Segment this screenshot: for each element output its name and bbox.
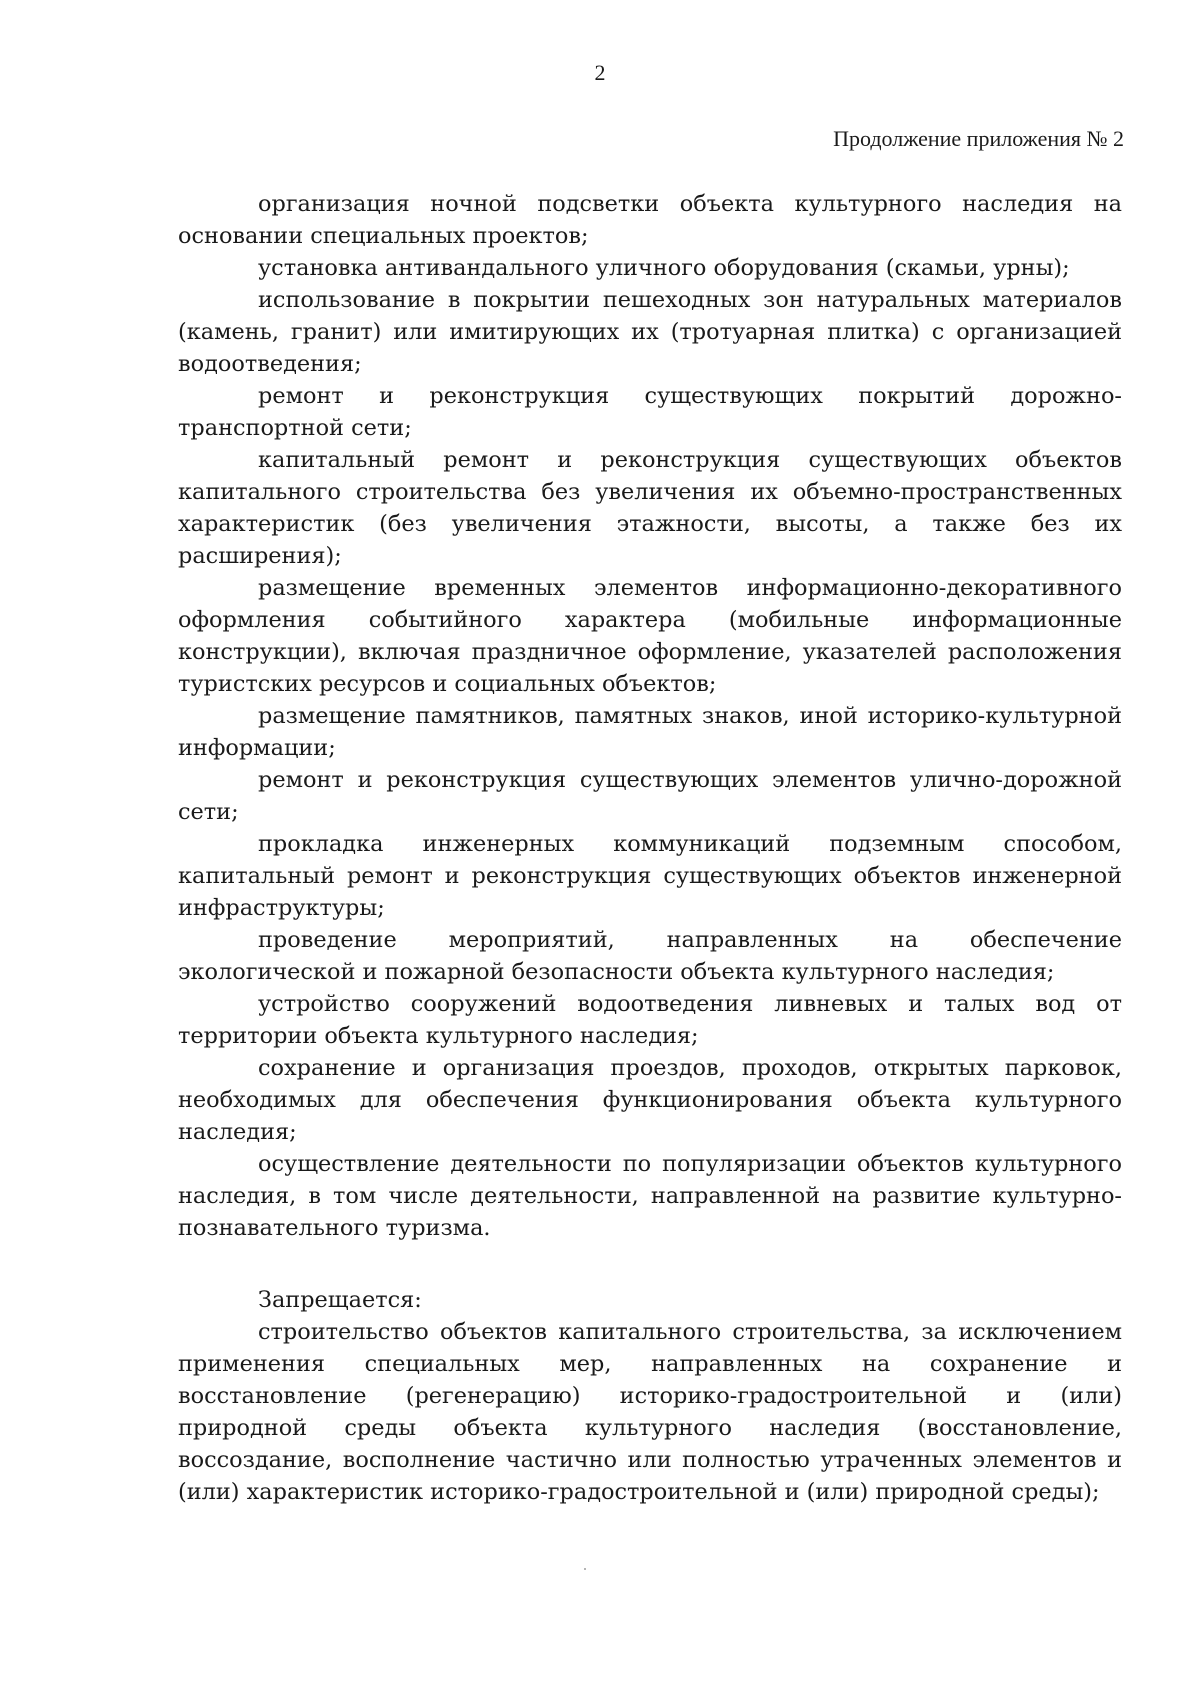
- section-gap: [178, 1244, 1122, 1284]
- continuation-label: Продолжение приложения № 2: [833, 126, 1124, 151]
- paragraph: использование в покрытии пешеходных зон натуральных материалов (камень, гранит) или имитирующих их (тротуарная плитка) с организацией водоотведения;: [178, 287, 1122, 377]
- paragraph: капитальный ремонт и реконструкция существующих объектов капитального строительства без увеличения их объемно-пространственных характеристик (без увеличения этажности, высоты, а также без их расширения);: [178, 447, 1122, 569]
- paragraph: проведение мероприятий, направленных на обеспечение экологической и пожарной безопасности объекта культурного наследия;: [178, 927, 1122, 985]
- paragraph: устройство сооружений водоотведения ливневых и талых вод от территории объекта культурного наследия;: [178, 991, 1122, 1049]
- prohibited-heading: Запрещается:: [258, 1287, 422, 1313]
- paragraph: организация ночной подсветки объекта культурного наследия на основании специальных проектов;: [178, 191, 1122, 249]
- page-number: 2: [594, 60, 606, 85]
- paragraph: ремонт и реконструкция существующих элементов улично-дорожной сети;: [178, 767, 1122, 825]
- prohibited-paragraph: строительство объектов капитального строительства, за исключением применения специальных мер, направленных на сохранение и восстановление (регенерацию) историко-градостроительной и (или) природной среды объекта культурного наследия (восстановление, воссоздание, восполнение частично или полностью утраченных элементов и (или) характеристик историко-градостроительной и (или) природной среды);: [178, 1319, 1122, 1505]
- paragraph: прокладка инженерных коммуникаций подземным способом, капитальный ремонт и реконструкция существующих объектов инженерной инфраструктуры;: [178, 831, 1122, 921]
- paragraph: осуществление деятельности по популяризации объектов культурного наследия, в том числе деятельности, направленной на развитие культурно-познавательного туризма.: [178, 1151, 1122, 1241]
- paragraph: размещение временных элементов информационно-декоративного оформления событийного характера (мобильные информационные конструкции), включая праздничное оформление, указателей расположения туристских ресурсов и социальных объектов;: [178, 575, 1122, 697]
- scan-artifact: [584, 1568, 586, 1570]
- paragraph: установка антивандального уличного оборудования (скамьи, урны);: [258, 255, 1070, 281]
- paragraph: ремонт и реконструкция существующих покрытий дорожно-транспортной сети;: [178, 383, 1122, 441]
- paragraph: сохранение и организация проездов, проходов, открытых парковок, необходимых для обеспечения функционирования объекта культурного наследия;: [178, 1055, 1122, 1145]
- paragraph: размещение памятников, памятных знаков, иной историко-культурной информации;: [178, 703, 1122, 761]
- document-body: [178, 188, 1122, 1508]
